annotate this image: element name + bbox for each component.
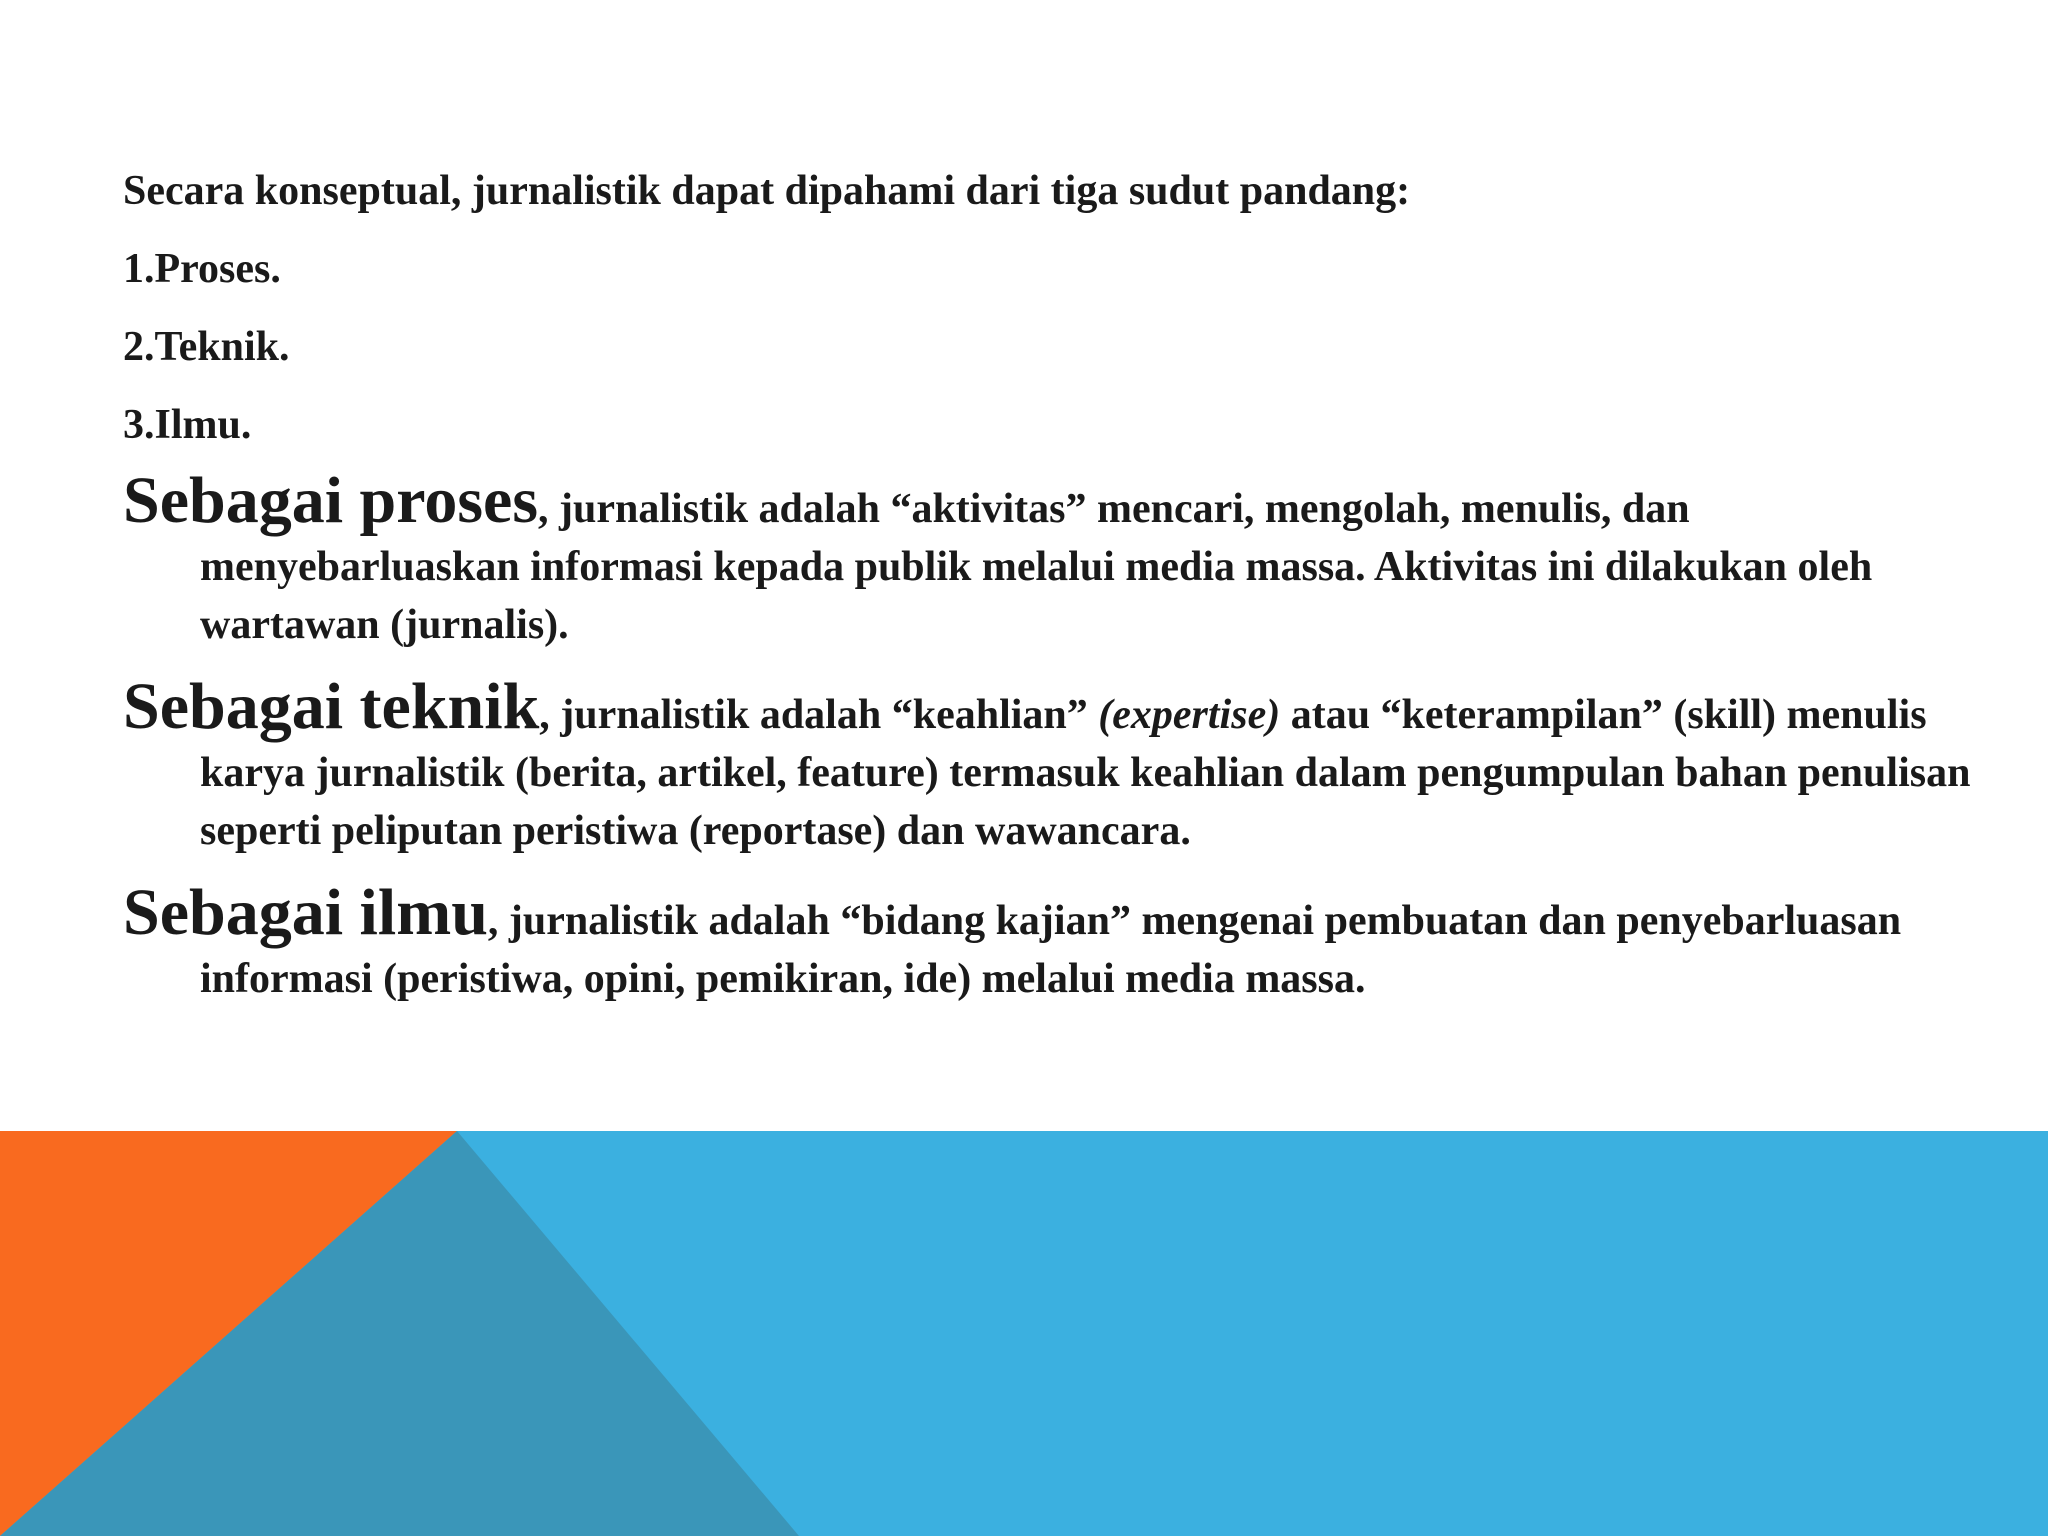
intro-text: Secara konseptual, jurnalistik dapat dipahami dari tiga sudut pandang: bbox=[123, 168, 1411, 214]
list-number: 2. bbox=[123, 324, 155, 370]
list-label: Proses. bbox=[154, 246, 281, 292]
list-label: Teknik. bbox=[154, 324, 290, 370]
list-number: 3. bbox=[123, 402, 155, 448]
paragraph-proses bbox=[123, 464, 1973, 654]
paragraph-lead: Sebagai ilmu bbox=[123, 876, 488, 949]
paragraph-italic-term: (expertise) bbox=[1098, 692, 1281, 738]
list-number: 1. bbox=[123, 246, 155, 292]
paragraph-body-continued: atau “keterampilan” (skill) menulis karya jurnalistik (berita, artikel, feature) termasuk keahlian dalam pengumpulan bahan penulisan seperti peliputan peristiwa (reportase) dan wawancara. bbox=[200, 692, 1971, 854]
paragraph-body: , jurnalistik adalah “aktivitas” mencari, mengolah, menulis, dan menyebarluaskan informasi kepada publik melalui media massa. Aktivitas ini dilakukan oleh wartawan (jurnalis). bbox=[200, 486, 1873, 648]
list-item-proses bbox=[123, 238, 1973, 300]
paragraph-body: , jurnalistik adalah “keahlian” bbox=[539, 692, 1099, 738]
list-label: Ilmu. bbox=[154, 402, 252, 448]
paragraph-teknik bbox=[123, 670, 1973, 860]
paragraph-lead: Sebagai proses bbox=[123, 464, 539, 537]
paragraph-body: , jurnalistik adalah “bidang kajian” mengenai pembuatan dan penyebarluasan informasi (peristiwa, opini, pemikiran, ide) melalui media massa. bbox=[200, 898, 1902, 1002]
decorative-footer-band bbox=[0, 1131, 2048, 1536]
list-item-ilmu bbox=[123, 394, 1973, 456]
list-item-teknik bbox=[123, 316, 1973, 378]
paragraph-lead: Sebagai teknik bbox=[123, 670, 540, 743]
paragraph-ilmu bbox=[123, 876, 1973, 1008]
slide-content bbox=[123, 160, 1973, 1032]
